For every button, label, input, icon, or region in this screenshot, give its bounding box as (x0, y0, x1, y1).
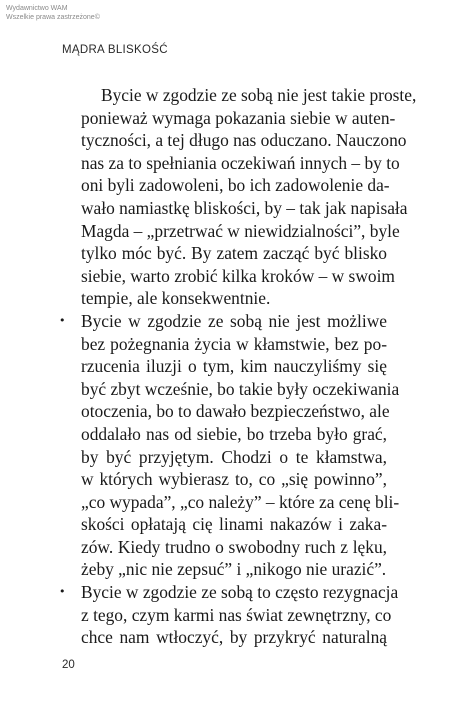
page-number: 20 (62, 659, 75, 671)
text-line: otoczenia, bo to dawało bezpieczeństwo, ale (81, 401, 390, 422)
text-line: ponieważ wymaga pokazania siebie w auten- (81, 107, 396, 128)
text-line: skości opłatają cię linami nakazów i zaka- (81, 514, 387, 535)
text-line: oddalało nas od siebie, bo trzeba było grać, (81, 423, 387, 444)
bullet-item-1 (59, 310, 400, 581)
intro-paragraph (81, 84, 417, 310)
copyright-watermark (6, 4, 100, 22)
bullet-item-2 (59, 581, 399, 649)
text-line: Bycie w zgodzie ze sobą nie jest takie proste, (101, 85, 417, 105)
text-line: nas za to spełniania oczekiwań innych – by to (81, 152, 400, 173)
bullet-icon: • (59, 585, 66, 599)
text-line: „co wypada”, „co należy” – które za cenę bli- (81, 491, 400, 512)
bullet-icon: • (59, 313, 66, 327)
text-line: Bycie w zgodzie ze sobą to często rezygnacja (81, 582, 399, 603)
running-head: MĄDRA BLISKOŚĆ (62, 44, 168, 56)
watermark-rights: Wszelkie prawa zastrzeżone© (6, 14, 100, 21)
text-line: być zbyt wcześnie, bo takie były oczekiwania (81, 378, 400, 399)
text-line: Bycie w zgodzie ze sobą nie jest możliwe (81, 310, 387, 331)
text-line: bez pożegnania życia w kłamstwie, bez po- (81, 333, 387, 354)
text-line: oni byli zadowoleni, bo ich zadowolenie da- (81, 175, 390, 196)
text-line: w których wybierasz to, co „się powinno”, (81, 469, 387, 490)
text-line: rzucenia iluzji o tym, kim nauczyliśmy się (81, 356, 387, 377)
text-line: Magda – „przetrwać w niewidzialności”, byle (81, 220, 400, 241)
text-line: z tego, czym karmi nas świat zewnętrzny, co (81, 604, 392, 625)
text-line: tylko móc być. By zatem zacząć być blisko (81, 243, 387, 264)
watermark-publisher: Wydawnictwo WAM (6, 5, 68, 12)
body-text (59, 84, 417, 649)
text-line: żeby „nic nie zepsuć” i „nikogo nie urazić”. (81, 559, 387, 580)
text-line: wało namiastkę bliskości, by – tak jak napisała (81, 197, 408, 218)
text-line: siebie, warto zrobić kilka kroków – w swoim (81, 265, 395, 286)
text-line: tyczności, a tej długo nas oduczano. Nauczono (81, 130, 407, 151)
text-line: tempie, ale konsekwentnie. (81, 288, 271, 309)
text-line: zów. Kiedy trudno o swobodny ruch z lęku, (81, 536, 387, 557)
text-line: by być przyjętym. Chodzi o te kłamstwa, (81, 446, 387, 467)
text-line: chce nam wtłoczyć, by przykryć naturalną (81, 627, 387, 648)
